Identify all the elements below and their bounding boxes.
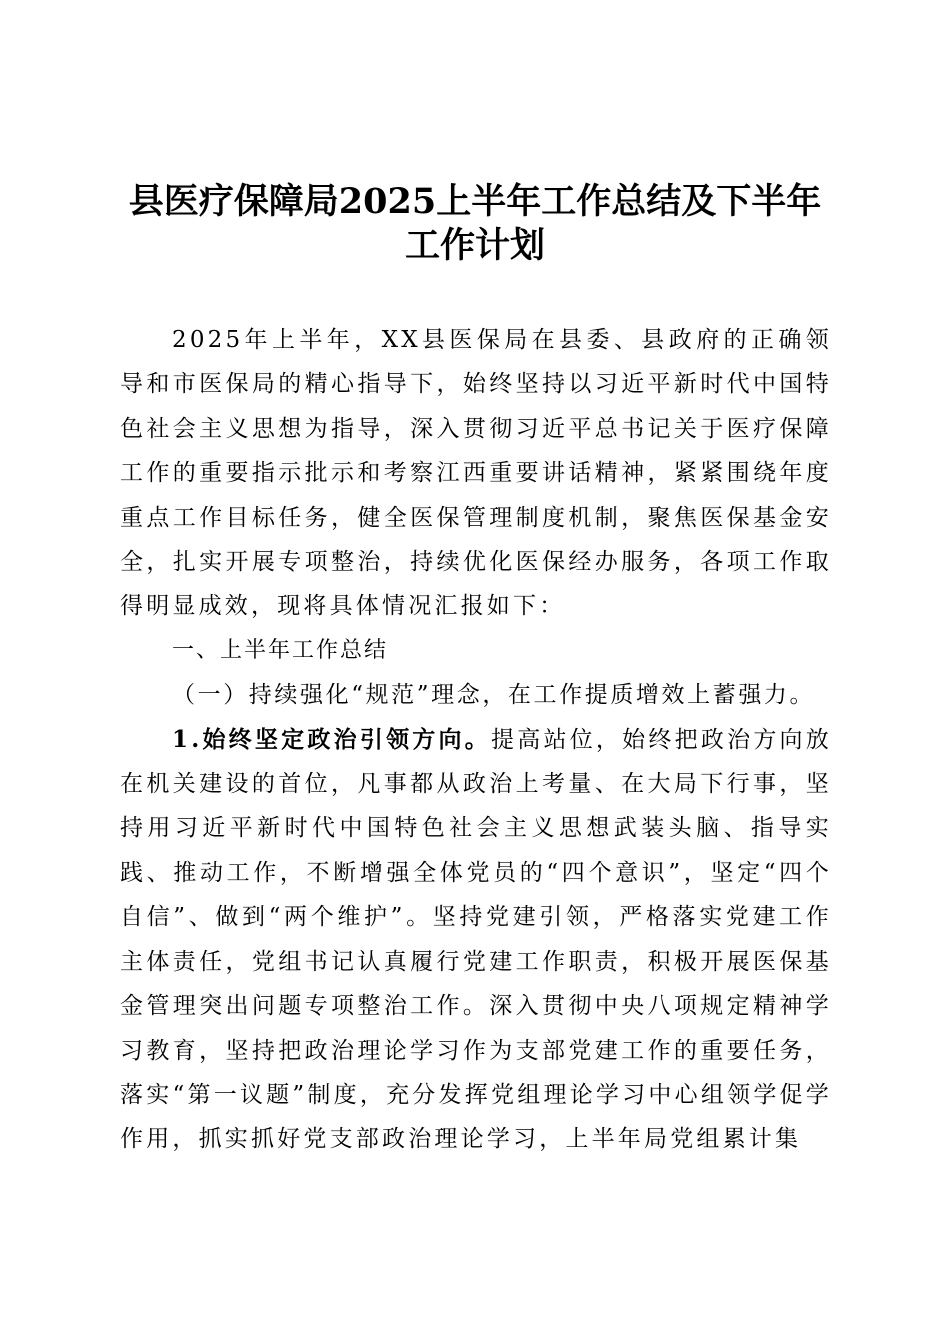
intro-paragraph: 2025年上半年，XX县医保局在县委、县政府的正确领导和市医保局的精心指导下，始终坚持以习近平新时代中国特色社会主义思想为指导，深入贯彻习近平总书记关于医疗保障工作的重要指示批示和考察江西重要讲话精神，紧紧围绕年度重点工作目标任务，健全医保管理制度机制，聚焦医保基金安全，扎实开展专项整治，持续优化医保经办服务，各项工作取得明显成效，现将具体情况汇报如下： — [120, 327, 832, 620]
document-title-line-1: 县医疗保障局2025上半年工作总结及下半年 — [128, 181, 822, 222]
subsection-1-heading: （一）持续强化“规范”理念，在工作提质增效上蓄强力。 — [172, 682, 816, 709]
section-1-heading: 一、上半年工作总结 — [172, 637, 389, 663]
document-body — [120, 318, 832, 1162]
item-1-text: 提高站位，始终把政治方向放在机关建设的首位，凡事都从政治上考量、在大局下行事，坚持用习近平新时代中国特色社会主义思想武装头脑、指导实践、推动工作，不断增强全体党员的“四个意识”，坚定“四个自信”、做到“两个维护”。坚持党建引领，严格落实党建工作主体责任，党组书记认真履行党建工作职责，积极开展医保基金管理突出问题专项整治工作。深入贯彻中央八项规定精神学习教育，坚持把政治理论学习作为支部党建工作的重要任务，落实“第一议题”制度，充分发挥党组理论学习中心组领学促学作用，抓实抓好党支部政治理论学习，上半年局党组累计集 — [120, 726, 832, 1153]
item-1-paragraph — [120, 718, 832, 1162]
document-title-line-2: 工作计划 — [404, 225, 545, 266]
item-1-lead: 1.始终坚定政治引领方向。 — [172, 725, 491, 753]
